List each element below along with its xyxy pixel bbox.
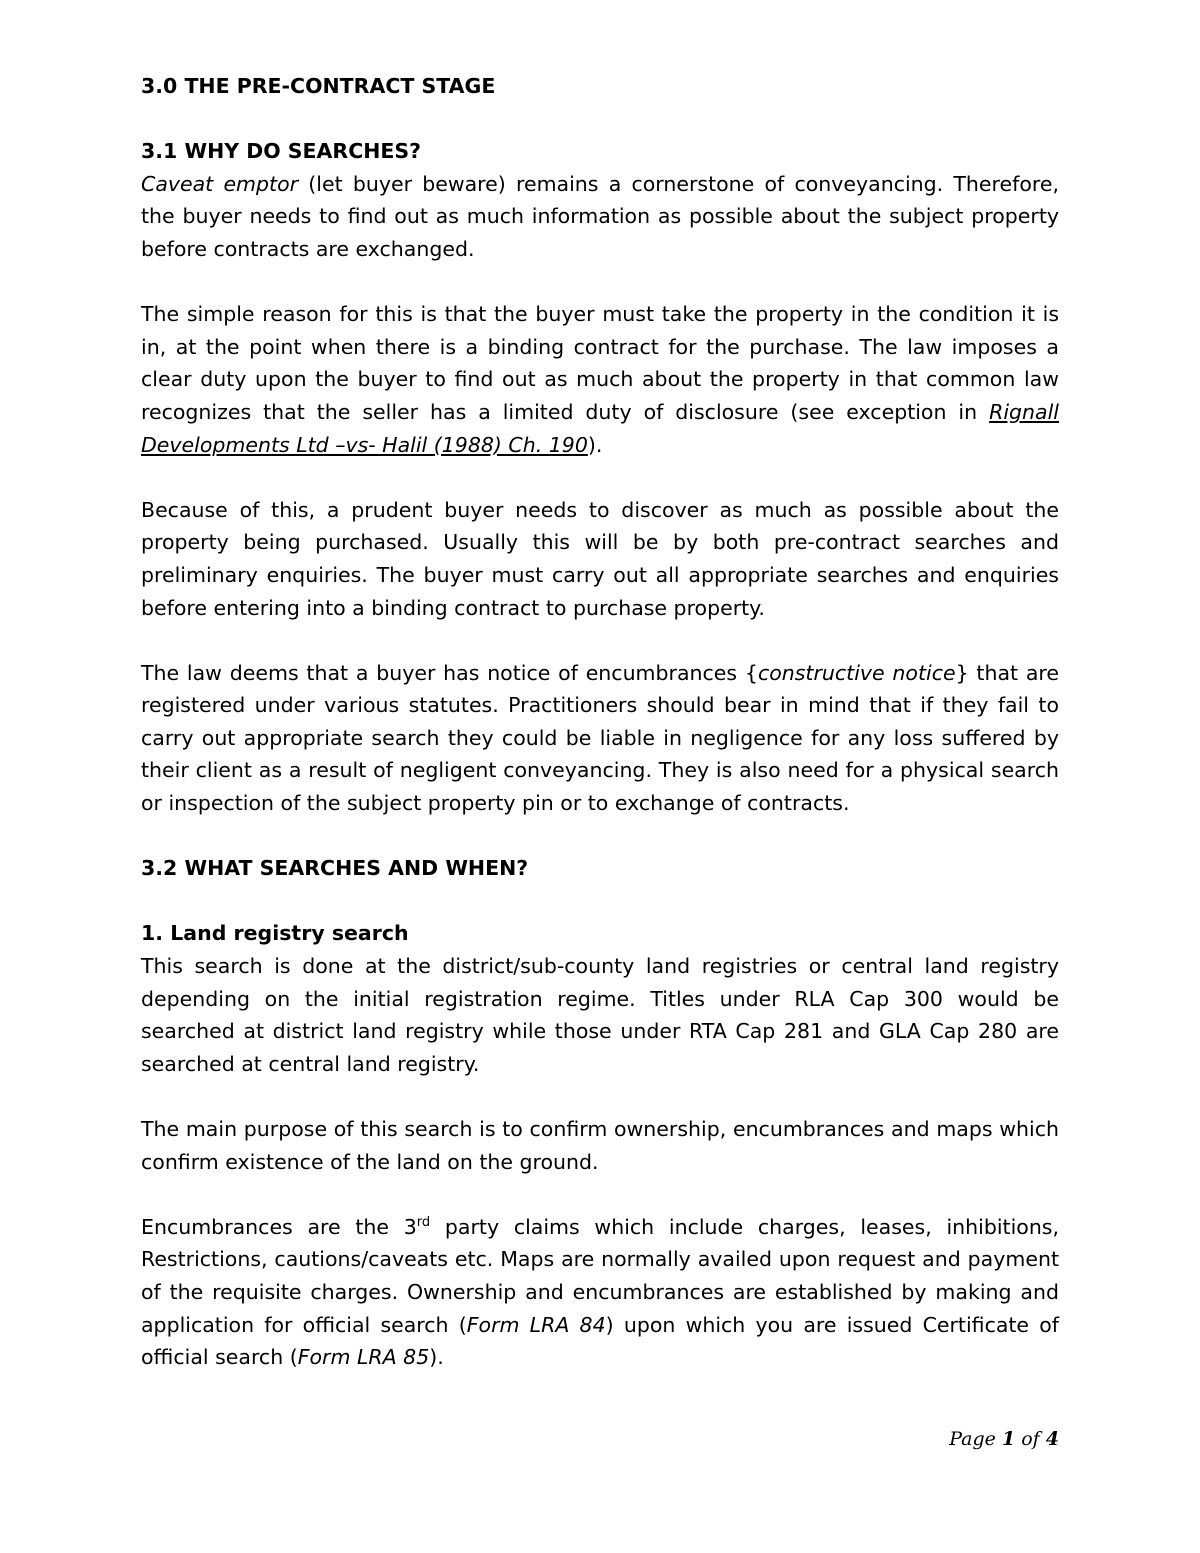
section-heading-3-1: 3.1 WHY DO SEARCHES? [141, 139, 422, 164]
paragraph-encumbrances: Encumbrances are the 3rd party claims which include charges, leases, inhibitions, Restrictions, cautions/caveats etc. Maps are normally availed upon request and payment of the requisite charges. Ownership and encumbrances are established by making and application for official search (Form LRA 84) upon which you are issued Certificate of official search (Form LRA 85). [141, 1214, 1060, 1370]
form-lra-84: Form LRA 84 [466, 1312, 606, 1337]
paragraph-simple-reason: The simple reason for this is that the buyer must take the property in the condition it is in, at the point when there is a binding contract for the purchase. The law imposes a clear duty upon the buyer to find out as much about the property in that common law recognizes that the seller has a limited duty of disclosure (see exception in Rignall Developments Ltd –vs- Halil (1988) Ch. 190). [141, 302, 1059, 457]
superscript-rd: rd [416, 1214, 431, 1230]
section-heading-3-2: 3.2 WHAT SEARCHES AND WHEN? [141, 856, 529, 881]
page-number-footer: Page 1 of 4 [949, 1428, 1059, 1450]
chapter-heading: 3.0 THE PRE-CONTRACT STAGE [141, 74, 496, 98]
form-lra-85: Form LRA 85 [297, 1345, 430, 1370]
page-content [141, 70, 1059, 1374]
case-citation: Rignall Developments Ltd –vs- Halil (1988) Ch. 190 [141, 399, 1059, 457]
paragraph-prudent-buyer: Because of this, a prudent buyer needs to discover as much as possible about the property being purchased. Usually this will be by both pre-contract searches and preliminary enquiries. The buyer must carry out all appropriate searches and enquiries before entering into a binding contract to purchase property. [141, 497, 1059, 620]
caveat-emptor-term: Caveat emptor [141, 171, 299, 196]
subheading-land-registry-search: 1. Land registry search [141, 921, 409, 946]
paragraph-caveat-emptor: Caveat emptor (let buyer beware) remains a cornerstone of conveyancing. Therefore, the buyer needs to find out as much information as possible about the subject property before contracts are exchanged. [141, 171, 1059, 261]
paragraph-land-registry: This search is done at the district/sub-county land registries or central land registry depending on the initial registration regime. Titles under RLA Cap 300 would be searched at district land registry while those under RTA Cap 281 and GLA Cap 280 are searched at central land registry. [141, 954, 1059, 1076]
paragraph-constructive-notice: The law deems that a buyer has notice of encumbrances {constructive notice} that are registered under various statutes. Practitioners should bear in mind that if they fail to carry out appropriate search they could be liable in negligence for any loss suffered by their client as a result of negligent conveyancing. They is also need for a physical search or inspection of the subject property pin or to exchange of contracts. [141, 660, 1059, 816]
paragraph-main-purpose: The main purpose of this search is to confirm ownership, encumbrances and maps which confirm existence of the land on the ground. [141, 1117, 1059, 1174]
constructive-notice-term: constructive notice [757, 660, 956, 685]
